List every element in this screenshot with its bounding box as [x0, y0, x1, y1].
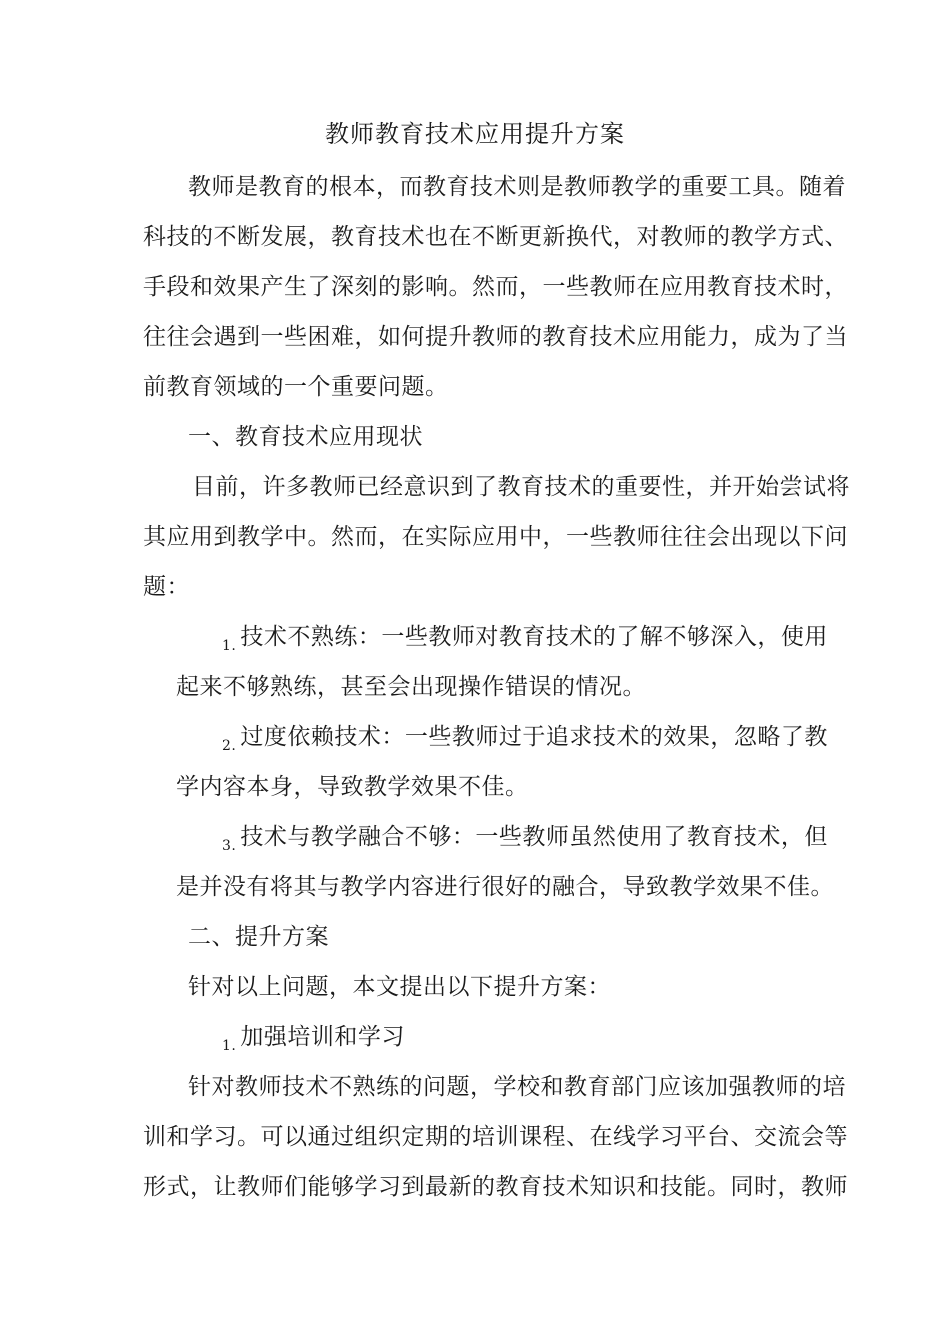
intro-line-3: 手段和效果产生了深刻的影响。然而，一些教师在应用教育技术时， [143, 274, 848, 300]
section1-para-line-1: 目前，许多教师已经意识到了教育技术的重要性，并开始尝试将 [192, 474, 850, 500]
issue-item-text: 技术不熟练：一些教师对教育技术的了解不够深入，使用 [240, 624, 828, 650]
solution-item-number: 1. [222, 1038, 237, 1054]
issue-item-3-cont: 是并没有将其与教学内容进行很好的融合，导致教学效果不佳。 [176, 874, 834, 900]
section2-heading: 二、提升方案 [188, 924, 329, 950]
document-title: 教师教育技术应用提升方案 [325, 120, 625, 148]
issue-item-text: 过度依赖技术：一些教师过于追求技术的效果，忽略了教 [240, 724, 828, 750]
intro-line-2: 科技的不断发展，教育技术也在不断更新换代，对教师的教学方式、 [143, 224, 848, 250]
intro-line-1: 教师是教育的根本，而教育技术则是教师教学的重要工具。随着 [188, 174, 846, 200]
section2-intro: 针对以上问题，本文提出以下提升方案： [188, 974, 611, 1000]
issue-item-number: 3. [222, 838, 237, 854]
solution-item-1 [222, 1022, 405, 1061]
intro-line-5: 前教育领域的一个重要问题。 [143, 374, 449, 400]
issue-item-text: 技术与教学融合不够：一些教师虽然使用了教育技术，但 [240, 824, 828, 850]
section2-para-line-3: 形式，让教师们能够学习到最新的教育技术知识和技能。同时，教师 [143, 1174, 848, 1200]
issue-item-3 [222, 822, 828, 861]
issue-item-number: 2. [222, 738, 237, 754]
issue-item-1 [222, 622, 828, 661]
issue-item-number: 1. [222, 638, 237, 654]
solution-item-label: 加强培训和学习 [240, 1024, 405, 1050]
section1-para-line-2: 其应用到教学中。然而，在实际应用中，一些教师往往会出现以下问 [143, 524, 848, 550]
issue-item-2-cont: 学内容本身，导致教学效果不佳。 [176, 774, 529, 800]
issue-item-2 [222, 722, 828, 761]
section1-para-line-3: 题： [143, 574, 190, 600]
section1-heading: 一、教育技术应用现状 [188, 424, 423, 450]
section2-para-line-1: 针对教师技术不熟练的问题，学校和教育部门应该加强教师的培 [188, 1074, 846, 1100]
intro-line-4: 往往会遇到一些困难，如何提升教师的教育技术应用能力，成为了当 [143, 324, 848, 350]
section2-para-line-2: 训和学习。可以通过组织定期的培训课程、在线学习平台、交流会等 [143, 1124, 848, 1150]
issue-item-1-cont: 起来不够熟练，甚至会出现操作错误的情况。 [176, 674, 646, 700]
